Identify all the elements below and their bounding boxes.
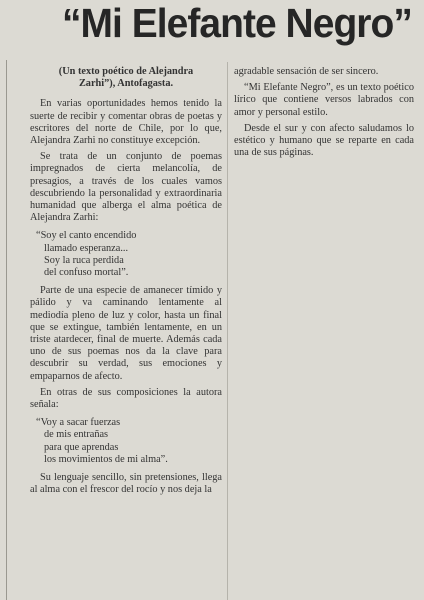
paragraph: Desde el sur y con afecto saludamos lo estético y humano que se reparte en cada una de sus páginas. [234, 122, 414, 159]
left-margin-rule [6, 60, 7, 600]
verse-line: “Voy a sacar fuerzas [36, 417, 121, 429]
verse-line: Soy la ruca perdida [44, 254, 124, 266]
paragraph: En varias oportunidades hemos tenido la suerte de recibir y comentar obras de poetas y escritores del norte de Chile, por lo que, Alejandra Zarhi no constituye excepción. [30, 98, 222, 147]
verse-quote [36, 417, 222, 466]
byline-line: (Un texto poético de Alejandra [58, 66, 194, 77]
paragraph: Parte de una especie de amanecer tímido y pálido y va caminando lentamente al mediodía pleno de luz y color, hasta un final que se extingue, también lentamente, en un triste atardecer, final de muerte. Además cada uno de sus poemas nos da la clave para descubrir su verdad, sus emociones y empaparnos de afecto. [30, 285, 222, 382]
verse-line: los movimientos de mi alma”. [44, 453, 168, 465]
paragraph: En otras de sus composiciones la autora señala: [30, 386, 222, 411]
verse-line: llamado esperanza... [44, 242, 129, 254]
paragraph: Se trata de un conjunto de poemas impregnados de cierta melancolía, de presagios, a través de los cuales vamos descubriendo la personalidad y extraordinaria humanidad que alberga el alma poética de Alejandra Zarhi: [30, 151, 222, 224]
verse-line: de mis entrañas [44, 429, 109, 441]
byline-line: Zarhi”), Antofagasta. [78, 78, 174, 90]
verse-line: para que aprendas [44, 441, 119, 453]
left-column [30, 66, 222, 501]
paragraph: “Mi Elefante Negro”, es un texto poético lírico que contiene versos labrados con amor y personal estilo. [234, 82, 414, 118]
verse-line: del confuso mortal”. [44, 267, 129, 279]
paragraph: agradable sensación de ser sincero. [234, 66, 379, 77]
verse-quote [36, 230, 222, 279]
column-divider [227, 62, 228, 600]
verse-line: “Soy el canto encendido [36, 230, 137, 242]
article-title: “Mi Elefante Negro” [62, 0, 412, 46]
paragraph: Su lenguaje sencillo, sin pretensiones, llega al alma con el frescor del rocío y nos deja la [30, 472, 222, 496]
right-column [234, 66, 414, 163]
byline [30, 66, 222, 90]
